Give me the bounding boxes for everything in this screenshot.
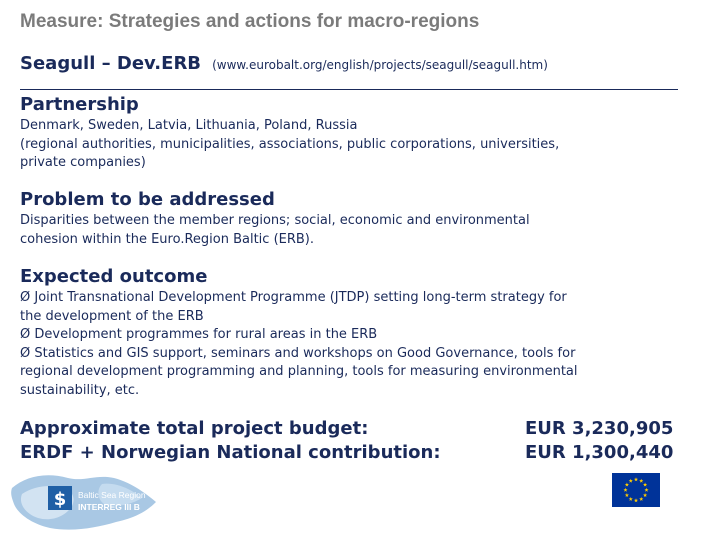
baltic-sea-region-interreg-logo [6,468,162,536]
problem-heading: Problem to be addressed [20,189,275,210]
slide-title: Measure: Strategies and actions for macro-regions [20,11,480,32]
outcome-line: Ø Statistics and GIS support, seminars and workshops on Good Governance, tools for [20,345,576,361]
partnership-heading: Partnership [20,94,139,115]
divider-line [20,89,678,90]
eu-flag-graphic [612,473,660,507]
problem-line: cohesion within the Euro.Region Baltic (ERB). [20,231,315,247]
logo-line1: Baltic Sea Region [78,490,146,500]
outcome-heading: Expected outcome [20,266,208,287]
budget-labels [20,417,441,465]
outcome-line: the development of the ERB [20,308,204,324]
erdf-contribution-value: EUR 1,300,440 [525,442,674,463]
outcome-line: Ø Joint Transnational Development Programme (JTDP) setting long-term strategy for [20,290,567,305]
partnership-line: (regional authorities, municipalities, associations, public corporations, universities, [20,136,560,152]
outcome-line: sustainability, etc. [20,382,140,398]
project-line [20,53,548,74]
erdf-contribution-label: ERDF + Norwegian National contribution: [20,442,441,463]
total-budget-value: EUR 3,230,905 [525,418,674,439]
outcome-text [20,289,716,400]
project-name: Seagull – Dev.ERB [20,53,202,74]
problem-text [20,212,716,249]
outcome-line: Ø Development programmes for rural areas in the ERB [20,327,378,342]
partnership-line: Denmark, Sweden, Latvia, Lithuania, Poland, Russia [20,118,358,133]
outcome-line: regional development programming and planning, tools for measuring environmental [20,364,578,379]
svg-text:$: $ [53,489,67,510]
logo-graphic [6,468,162,536]
eu-flag-icon [612,473,660,507]
problem-line: Disparities between the member regions; social, economic and environmental [20,213,530,228]
budget-values [525,417,673,465]
partnership-line: private companies) [20,155,146,170]
total-budget-label: Approximate total project budget: [20,418,369,439]
logo-line2: INTERREG III B [78,502,140,512]
partnership-text [20,117,716,173]
project-url: (www.eurobalt.org/english/projects/seagull/seagull.htm) [212,58,548,72]
